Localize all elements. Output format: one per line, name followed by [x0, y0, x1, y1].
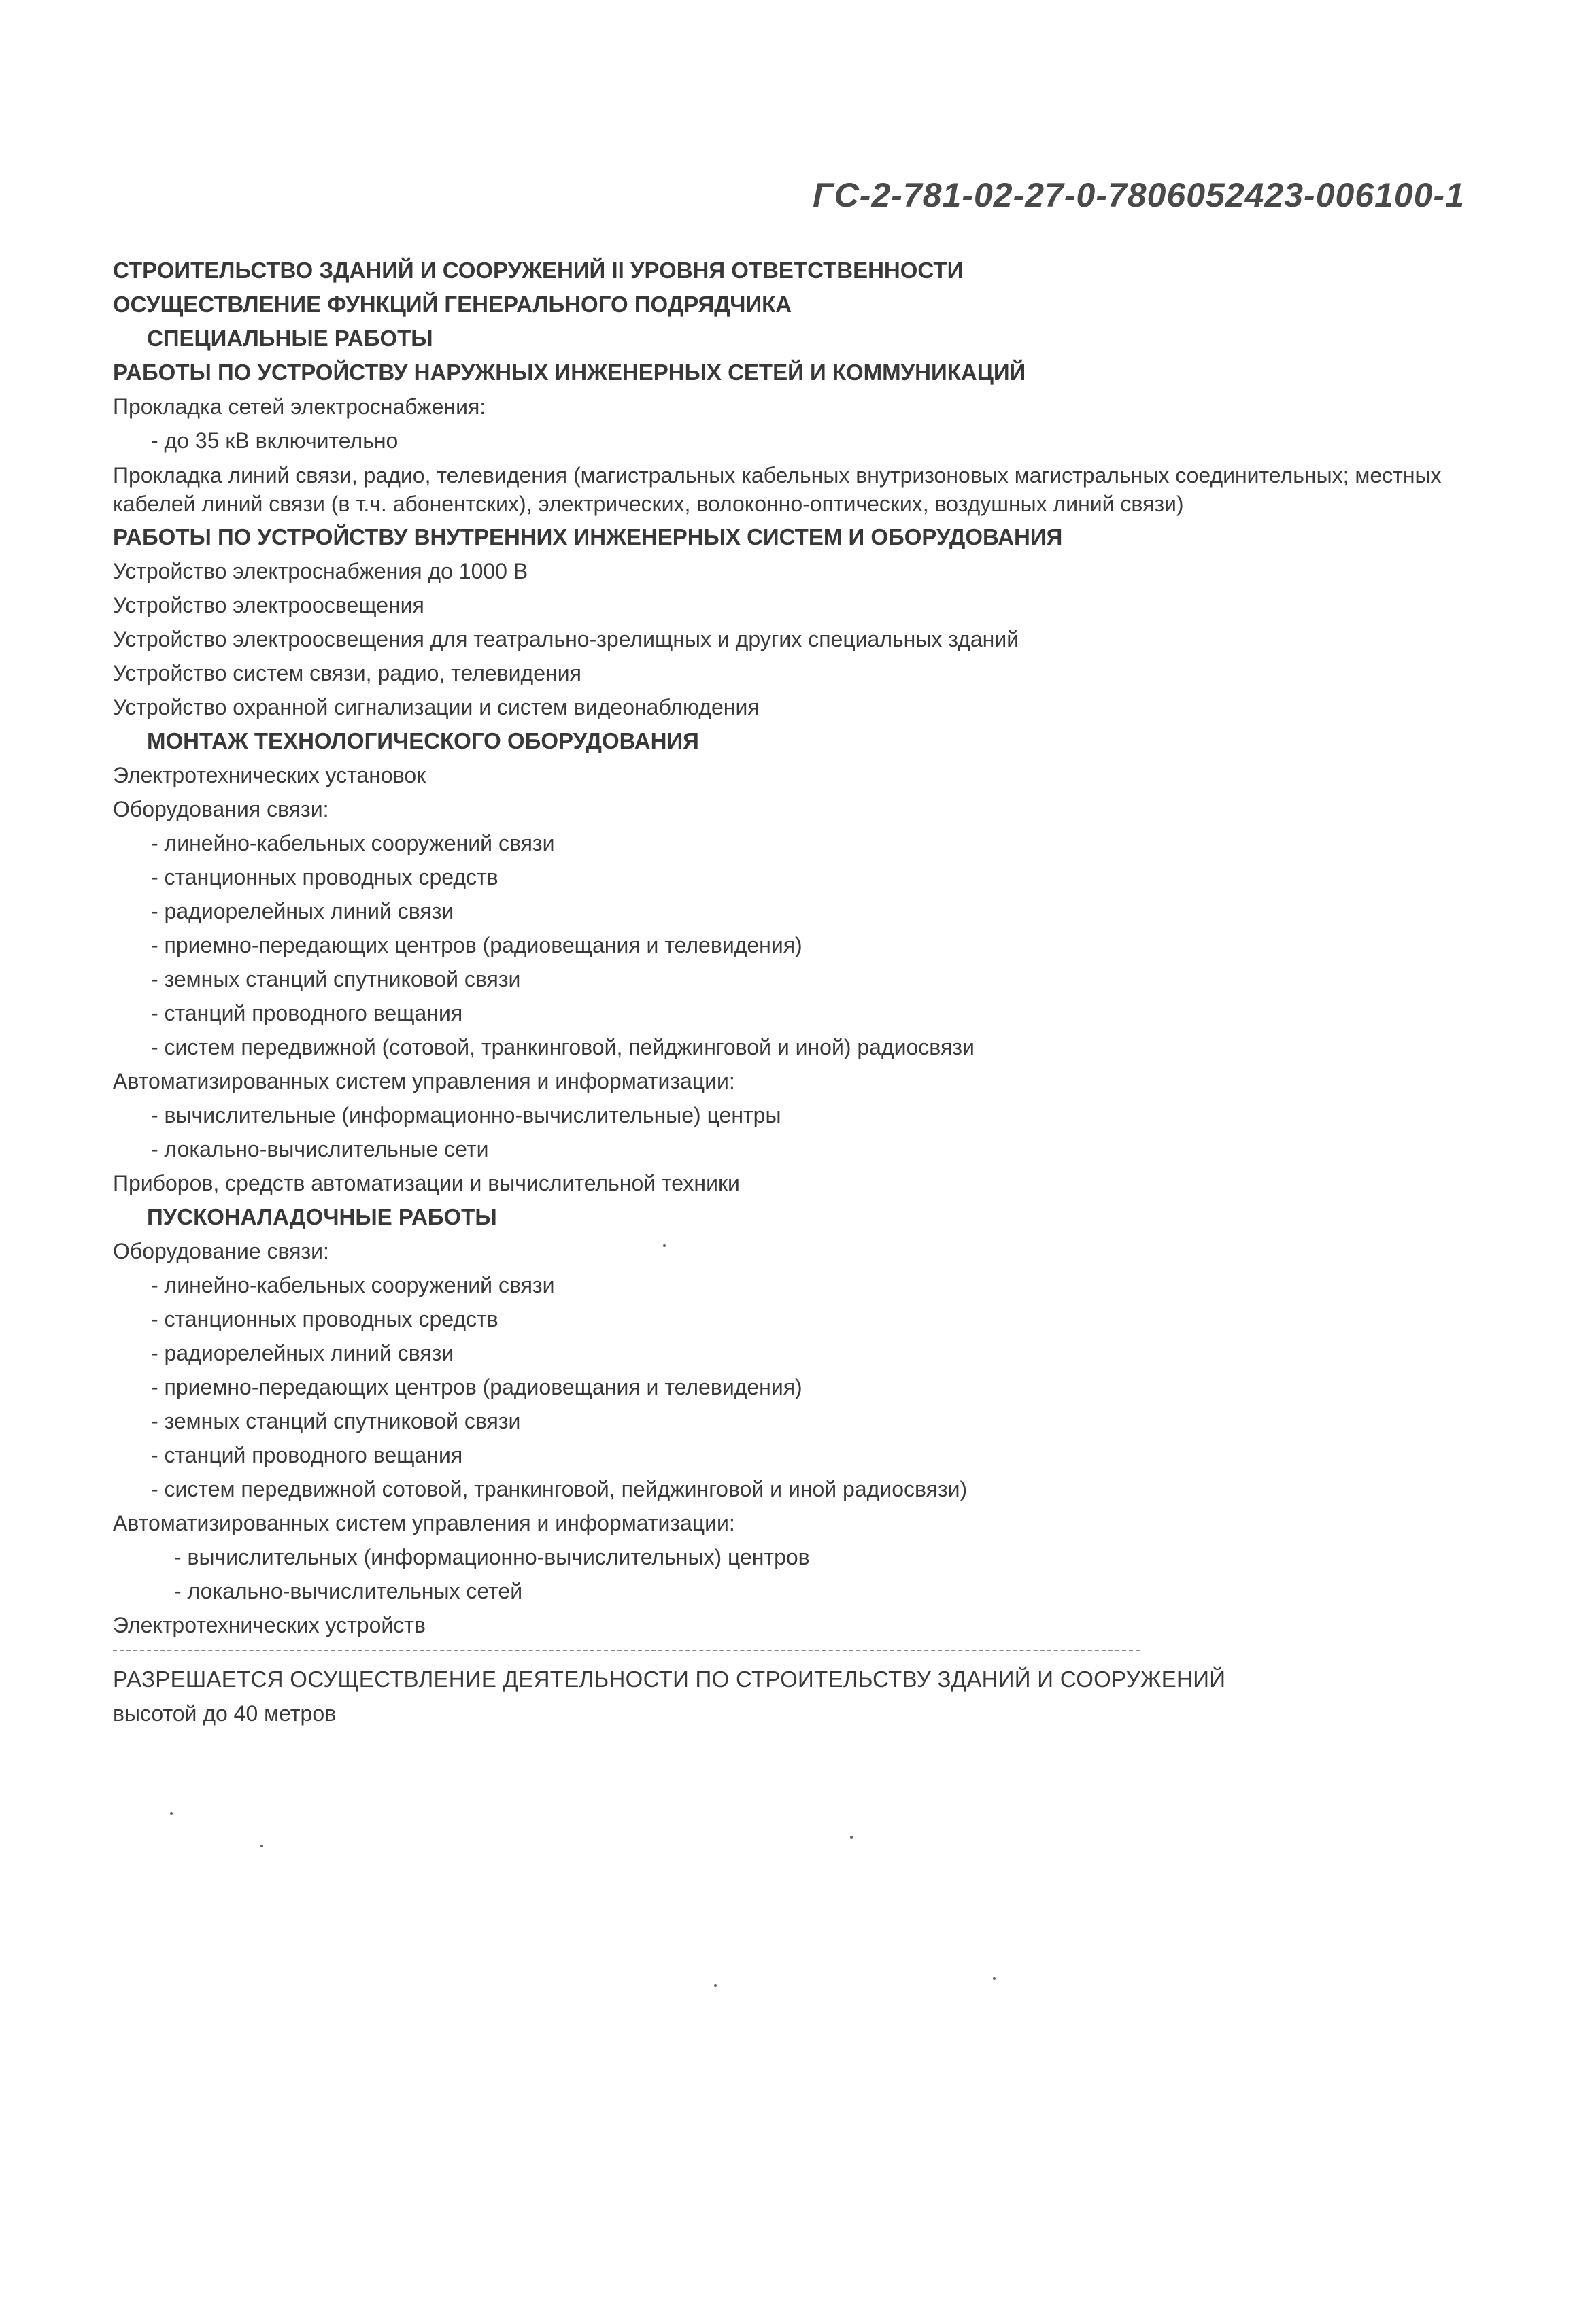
- external-networks-heading: РАБОТЫ ПО УСТРОЙСТВУ НАРУЖНЫХ ИНЖЕНЕРНЫХ СЕТЕЙ И КОММУНИКАЦИЙ: [113, 360, 1026, 385]
- height-limit: высотой до 40 метров: [113, 1701, 337, 1726]
- scan-speck: [663, 1244, 666, 1247]
- mounting-comm-item: - приемно-передающих центров (радиовещания и телевидения): [151, 933, 802, 957]
- commissioning-auto-item: - вычислительных (информационно-вычислительных) центров: [174, 1545, 810, 1569]
- document-number: ГС-2-781-02-27-0-7806052423-006100-1: [813, 176, 1465, 214]
- power-networks-item: - до 35 кВ включительно: [151, 428, 399, 453]
- commissioning-comm-item: - радиорелейных линий связи: [151, 1341, 454, 1365]
- general-contractor-heading: ОСУЩЕСТВЛЕНИЕ ФУНКЦИЙ ГЕНЕРАЛЬНОГО ПОДРЯДЧИКА: [113, 292, 792, 317]
- mounting-auto-item: - вычислительные (информационно-вычислительные) центры: [151, 1103, 781, 1127]
- commissioning-auto-item: - локально-вычислительных сетей: [174, 1579, 523, 1603]
- commissioning-comm-item: - систем передвижной сотовой, транкинговой, пейджинговой и иной радиосвязи): [151, 1477, 968, 1501]
- power-networks-label: Прокладка сетей электроснабжения:: [113, 394, 486, 419]
- scan-speck: [850, 1836, 853, 1839]
- special-works-heading: СПЕЦИАЛЬНЫЕ РАБОТЫ: [147, 326, 433, 351]
- scan-speck: [260, 1845, 263, 1847]
- document-body: [113, 257, 1446, 1734]
- permission-statement: РАЗРЕШАЕТСЯ ОСУЩЕСТВЛЕНИЕ ДЕЯТЕЛЬНОСТИ ПО СТРОИТЕЛЬСТВУ ЗДАНИЙ И СООРУЖЕНИЙ: [113, 1667, 1226, 1692]
- commissioning-comm-item: - станционных проводных средств: [151, 1307, 498, 1331]
- communication-lines-paragraph: Прокладка линий связи, радио, телевидения (магистральных кабельных внутризоновых магистральных соединительных; местных кабелей линий связи (в т.ч. абонентских), электрических, волоконно-оптических, воздушных линий связи): [113, 463, 1442, 516]
- mounting-comm-item: - земных станций спутниковой связи: [151, 967, 521, 991]
- internal-systems-heading: РАБОТЫ ПО УСТРОЙСТВУ ВНУТРЕННИХ ИНЖЕНЕРНЫХ СИСТЕМ И ОБОРУДОВАНИЯ: [113, 524, 1063, 549]
- mounting-heading: МОНТАЖ ТЕХНОЛОГИЧЕСКОГО ОБОРУДОВАНИЯ: [147, 728, 699, 753]
- commissioning-comm-item: - приемно-передающих центров (радиовещания и телевидения): [151, 1375, 802, 1399]
- scan-speck: [993, 1977, 996, 1980]
- internal-item: Устройство электроснабжения до 1000 В: [113, 559, 528, 583]
- mounting-comm-item: - станций проводного вещания: [151, 1001, 463, 1025]
- internal-item: Устройство охранной сигнализации и систем видеонаблюдения: [113, 695, 760, 719]
- mounting-comm-item: - систем передвижной (сотовой, транкинговой, пейджинговой и иной) радиосвязи: [151, 1035, 975, 1059]
- mounting-auto-label: Автоматизированных систем управления и информатизации:: [113, 1069, 735, 1093]
- mounting-auto-item: - локально-вычислительные сети: [151, 1137, 489, 1161]
- dashed-divider: [113, 1650, 1140, 1651]
- main-heading: СТРОИТЕЛЬСТВО ЗДАНИЙ И СООРУЖЕНИЙ II УРОВНЯ ОТВЕТСТВЕННОСТИ: [113, 258, 964, 283]
- commissioning-heading: ПУСКОНАЛАДОЧНЫЕ РАБОТЫ: [147, 1204, 497, 1229]
- commissioning-electro-item: Электротехнических устройств: [113, 1613, 426, 1637]
- internal-item: Устройство электроосвещения для театрально-зрелищных и других специальных зданий: [113, 627, 1019, 651]
- mounting-comm-item: - станционных проводных средств: [151, 865, 498, 889]
- commissioning-comm-label: Оборудование связи:: [113, 1239, 329, 1263]
- internal-item: Устройство систем связи, радио, телевидения: [113, 661, 581, 685]
- mounting-devices-item: Приборов, средств автоматизации и вычислительной техники: [113, 1171, 740, 1195]
- mounting-comm-label: Оборудования связи:: [113, 797, 329, 821]
- commissioning-comm-item: - линейно-кабельных сооружений связи: [151, 1273, 555, 1297]
- commissioning-comm-item: - станций проводного вещания: [151, 1443, 463, 1467]
- mounting-electro-item: Электротехнических установок: [113, 763, 426, 787]
- scan-speck: [170, 1812, 173, 1815]
- commissioning-auto-label: Автоматизированных систем управления и информатизации:: [113, 1511, 735, 1535]
- scan-speck: [714, 1984, 717, 1987]
- commissioning-comm-item: - земных станций спутниковой связи: [151, 1409, 521, 1433]
- mounting-comm-item: - радиорелейных линий связи: [151, 899, 454, 923]
- mounting-comm-item: - линейно-кабельных сооружений связи: [151, 831, 555, 855]
- internal-item: Устройство электроосвещения: [113, 593, 424, 617]
